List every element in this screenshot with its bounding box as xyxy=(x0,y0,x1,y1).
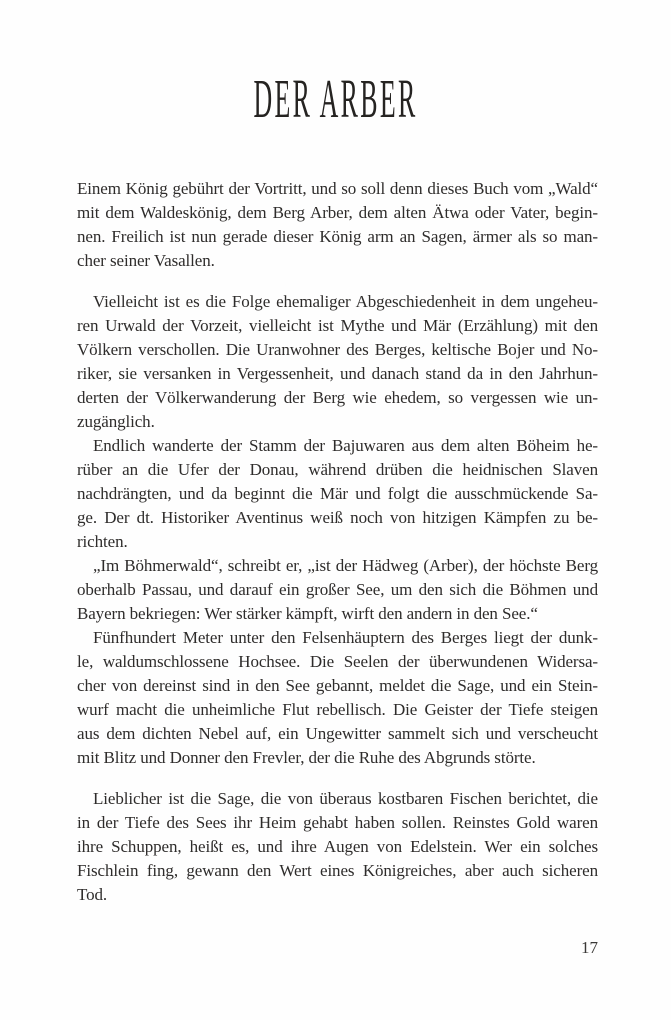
page-number: 17 xyxy=(581,938,598,957)
text-line: Endlich wanderte der Stamm der Bajuwaren aus dem alten Böheim he- xyxy=(93,436,598,455)
chapter-title-text: DER ARBER xyxy=(253,68,418,129)
text-line: richten. xyxy=(77,532,128,551)
text-line: ren Urwald der Vorzeit, vielleicht ist Mythe und Mär (Erzählung) mit den xyxy=(77,316,598,335)
paragraph xyxy=(77,290,598,434)
text-line: ihre Schuppen, heißt es, und ihre Augen von Edelstein. Wer ein solches xyxy=(77,837,598,856)
text-line: ge. Der dt. Historiker Aventinus weiß noch von hitzigen Kämpfen zu be- xyxy=(77,508,598,527)
paragraph xyxy=(77,626,598,770)
text-line: oberhalb Passau, und darauf ein großer See, um den sich die Böhmen und xyxy=(77,580,598,599)
paragraph xyxy=(77,554,598,626)
text-line: derten der Völkerwanderung der Berg wie ehedem, so vergessen wie un- xyxy=(77,388,598,407)
text-line: Lieblicher ist die Sage, die von überaus kostbaren Fischen berichtet, die xyxy=(93,789,598,808)
text-line: Einem König gebührt der Vortritt, und so soll denn dieses Buch vom „Wald“ xyxy=(77,179,598,198)
text-line: Fünfhundert Meter unter den Felsenhäuptern des Berges liegt der dunk- xyxy=(93,628,598,647)
text-line: in der Tiefe des Sees ihr Heim gehabt haben sollen. Reinstes Gold waren xyxy=(77,813,598,832)
text-line: Vielleicht ist es die Folge ehemaliger Abgeschiedenheit in dem ungeheu- xyxy=(93,292,598,311)
paragraph xyxy=(77,787,598,907)
text-line: „Im Böhmerwald“, schreibt er, „ist der Hädweg (Arber), der höchste Berg xyxy=(93,556,598,575)
text-line: mit dem Waldeskönig, dem Berg Arber, dem alten Ätwa oder Vater, begin- xyxy=(77,203,598,222)
text-line: cher von dereinst sind in den See gebannt, meldet die Sage, und ein Stein- xyxy=(77,676,598,695)
text-line: Fischlein fing, gewann den Wert eines Königreiches, aber auch sicheren xyxy=(77,861,598,880)
text-line: zugänglich. xyxy=(77,412,155,431)
text-line: cher seiner Vasallen. xyxy=(77,251,215,270)
text-line: rüber an die Ufer der Donau, während drüben die heidnischen Slaven xyxy=(77,460,598,479)
text-line: Bayern bekriegen: Wer stärker kämpft, wirft den andern in den See.“ xyxy=(77,604,538,623)
text-line: nen. Freilich ist nun gerade dieser König arm an Sagen, ärmer als so man- xyxy=(77,227,598,246)
text-line: aus dem dichten Nebel auf, ein Ungewitter sammelt sich und verscheucht xyxy=(77,724,598,743)
text-line: le, waldumschlossene Hochsee. Die Seelen der überwundenen Widersa- xyxy=(77,652,598,671)
text-block xyxy=(77,177,598,907)
text-line: Tod. xyxy=(77,885,108,904)
paragraph xyxy=(77,434,598,554)
text-line: nachdrängten, und da beginnt die Mär und folgt die ausschmückende Sa- xyxy=(77,484,598,503)
text-line: Völkern verschollen. Die Uranwohner des Berges, keltische Bojer und No- xyxy=(77,340,598,359)
text-line: wurf macht die unheimliche Flut rebellisch. Die Geister der Tiefe steigen xyxy=(77,700,598,719)
text-line: riker, sie versanken in Vergessenheit, und danach stand da in den Jahrhun- xyxy=(77,364,598,383)
text-line: mit Blitz und Donner den Frevler, der die Ruhe des Abgrunds störte. xyxy=(77,748,536,767)
paragraph xyxy=(77,177,598,273)
chapter-title xyxy=(0,70,671,128)
